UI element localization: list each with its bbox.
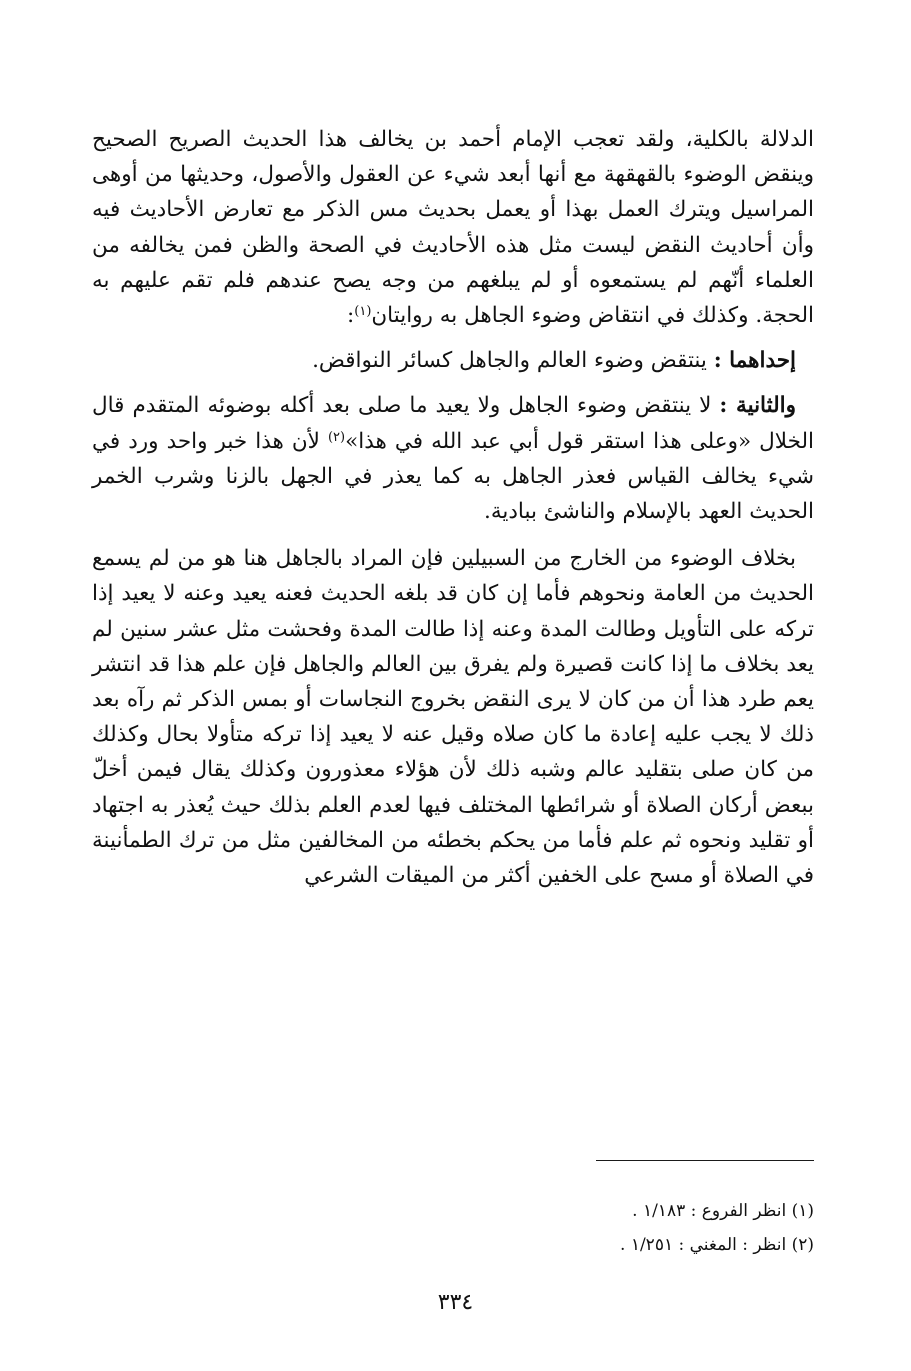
footnote-ref-1: (١) — [354, 304, 372, 320]
paragraph-3-text-a: لا ينتقض وضوء الجاهل ولا يعيد ما صلى بعد أكله بوضوئه المتقدم قال الخلال «وعلى هذا استقر قول أبي عبد الله في هذا» — [92, 393, 814, 454]
main-text — [92, 122, 814, 893]
footnote-ref-2: (٢) — [327, 429, 346, 445]
paragraph-3-lead: والثانية : — [719, 393, 796, 419]
paragraph-3-text-b: لأن هذا خبر واحد ورد في شيء يخالف القياس فعذر الجاهل به كما يعذر في الجهل بالزنا وشرب الخمر الحديث العهد بالإسلام والناشئ ببادية. — [92, 428, 814, 525]
paragraph-1 — [92, 122, 814, 333]
footnote-separator — [596, 1160, 814, 1161]
paragraph-4 — [92, 541, 814, 893]
footnote-2: (٢) انظر : المغني : ١/٢٥١ . — [620, 1235, 814, 1255]
paragraph-3 — [92, 388, 814, 529]
paragraph-2 — [92, 343, 814, 378]
paragraph-1-end: : — [347, 303, 355, 329]
footnote-1: (١) انظر الفروع : ١/١٨٣ . — [632, 1201, 814, 1221]
paragraph-4-text: بخلاف الوضوء من الخارج من السبيلين فإن المراد بالجاهل هنا هو من لم يسمع الحديث من العامة ونحوهم فأما إن كان قد بلغه الحديث فعنه يعيد وعنه لا يعيد إذا تركه على التأويل وطالت المدة وعنه إذا طالت المدة وفحشت مثل عشر سنين لم يعد بخلاف ما إذا كانت قصيرة ولم يفرق بين العالم والجاهل فإن علم هذا قد انتشر يعم طرد هذا أن من كان لا يرى النقض بخروج النجاسات أو بمس الذكر ثم رآه بعد ذلك لا يجب عليه إعادة ما كان صلاه وقيل عنه لا يعيد إذا تركه متأولا بحال وكذلك من كان صلى بتقليد عالم وشبه ذلك لأن هؤلاء معذورون وكذلك يقال فيمن أخلّ ببعض أركان الصلاة أو شرائطها المختلف فيها لعدم العلم بذلك حيث يُعذر به اجتهاد أو تقليد ونحوه ثم علم فأما من يحكم بخطئه من المخالفين مثل من ترك الطمأنينة في الصلاة أو مسح على الخفين أكثر من الميقات الشرعي — [92, 546, 814, 889]
paragraph-1-text: الدلالة بالكلية، ولقد تعجب الإمام أحمد بن يخالف هذا الحديث الصريح الصحيح وينقض الوضوء بالقهقهة مع أنها أبعد شيء عن العقول والأصول، وحديثها من أوهى المراسيل ويترك العمل بهذا أو يعمل بحديث مس الذكر مع تعارض الأحاديث فيه وأن أحاديث النقض ليست مثل هذه الأحاديث في الصحة والظن فمن يخالفه من العلماء أنّهم لم يستمعوه أو لم يبلغهم من وجه يصح عندهم فلم تقم عليهم به الحجة. وكذلك في انتقاض وضوء الجاهل به روايتان — [92, 127, 814, 329]
footnotes — [92, 1194, 814, 1262]
page-number: ٣٣٤ — [437, 1290, 474, 1315]
paragraph-2-text: ينتقض وضوء العالم والجاهل كسائر النواقض. — [312, 348, 714, 374]
paragraph-2-lead: إحداهما : — [713, 348, 796, 374]
